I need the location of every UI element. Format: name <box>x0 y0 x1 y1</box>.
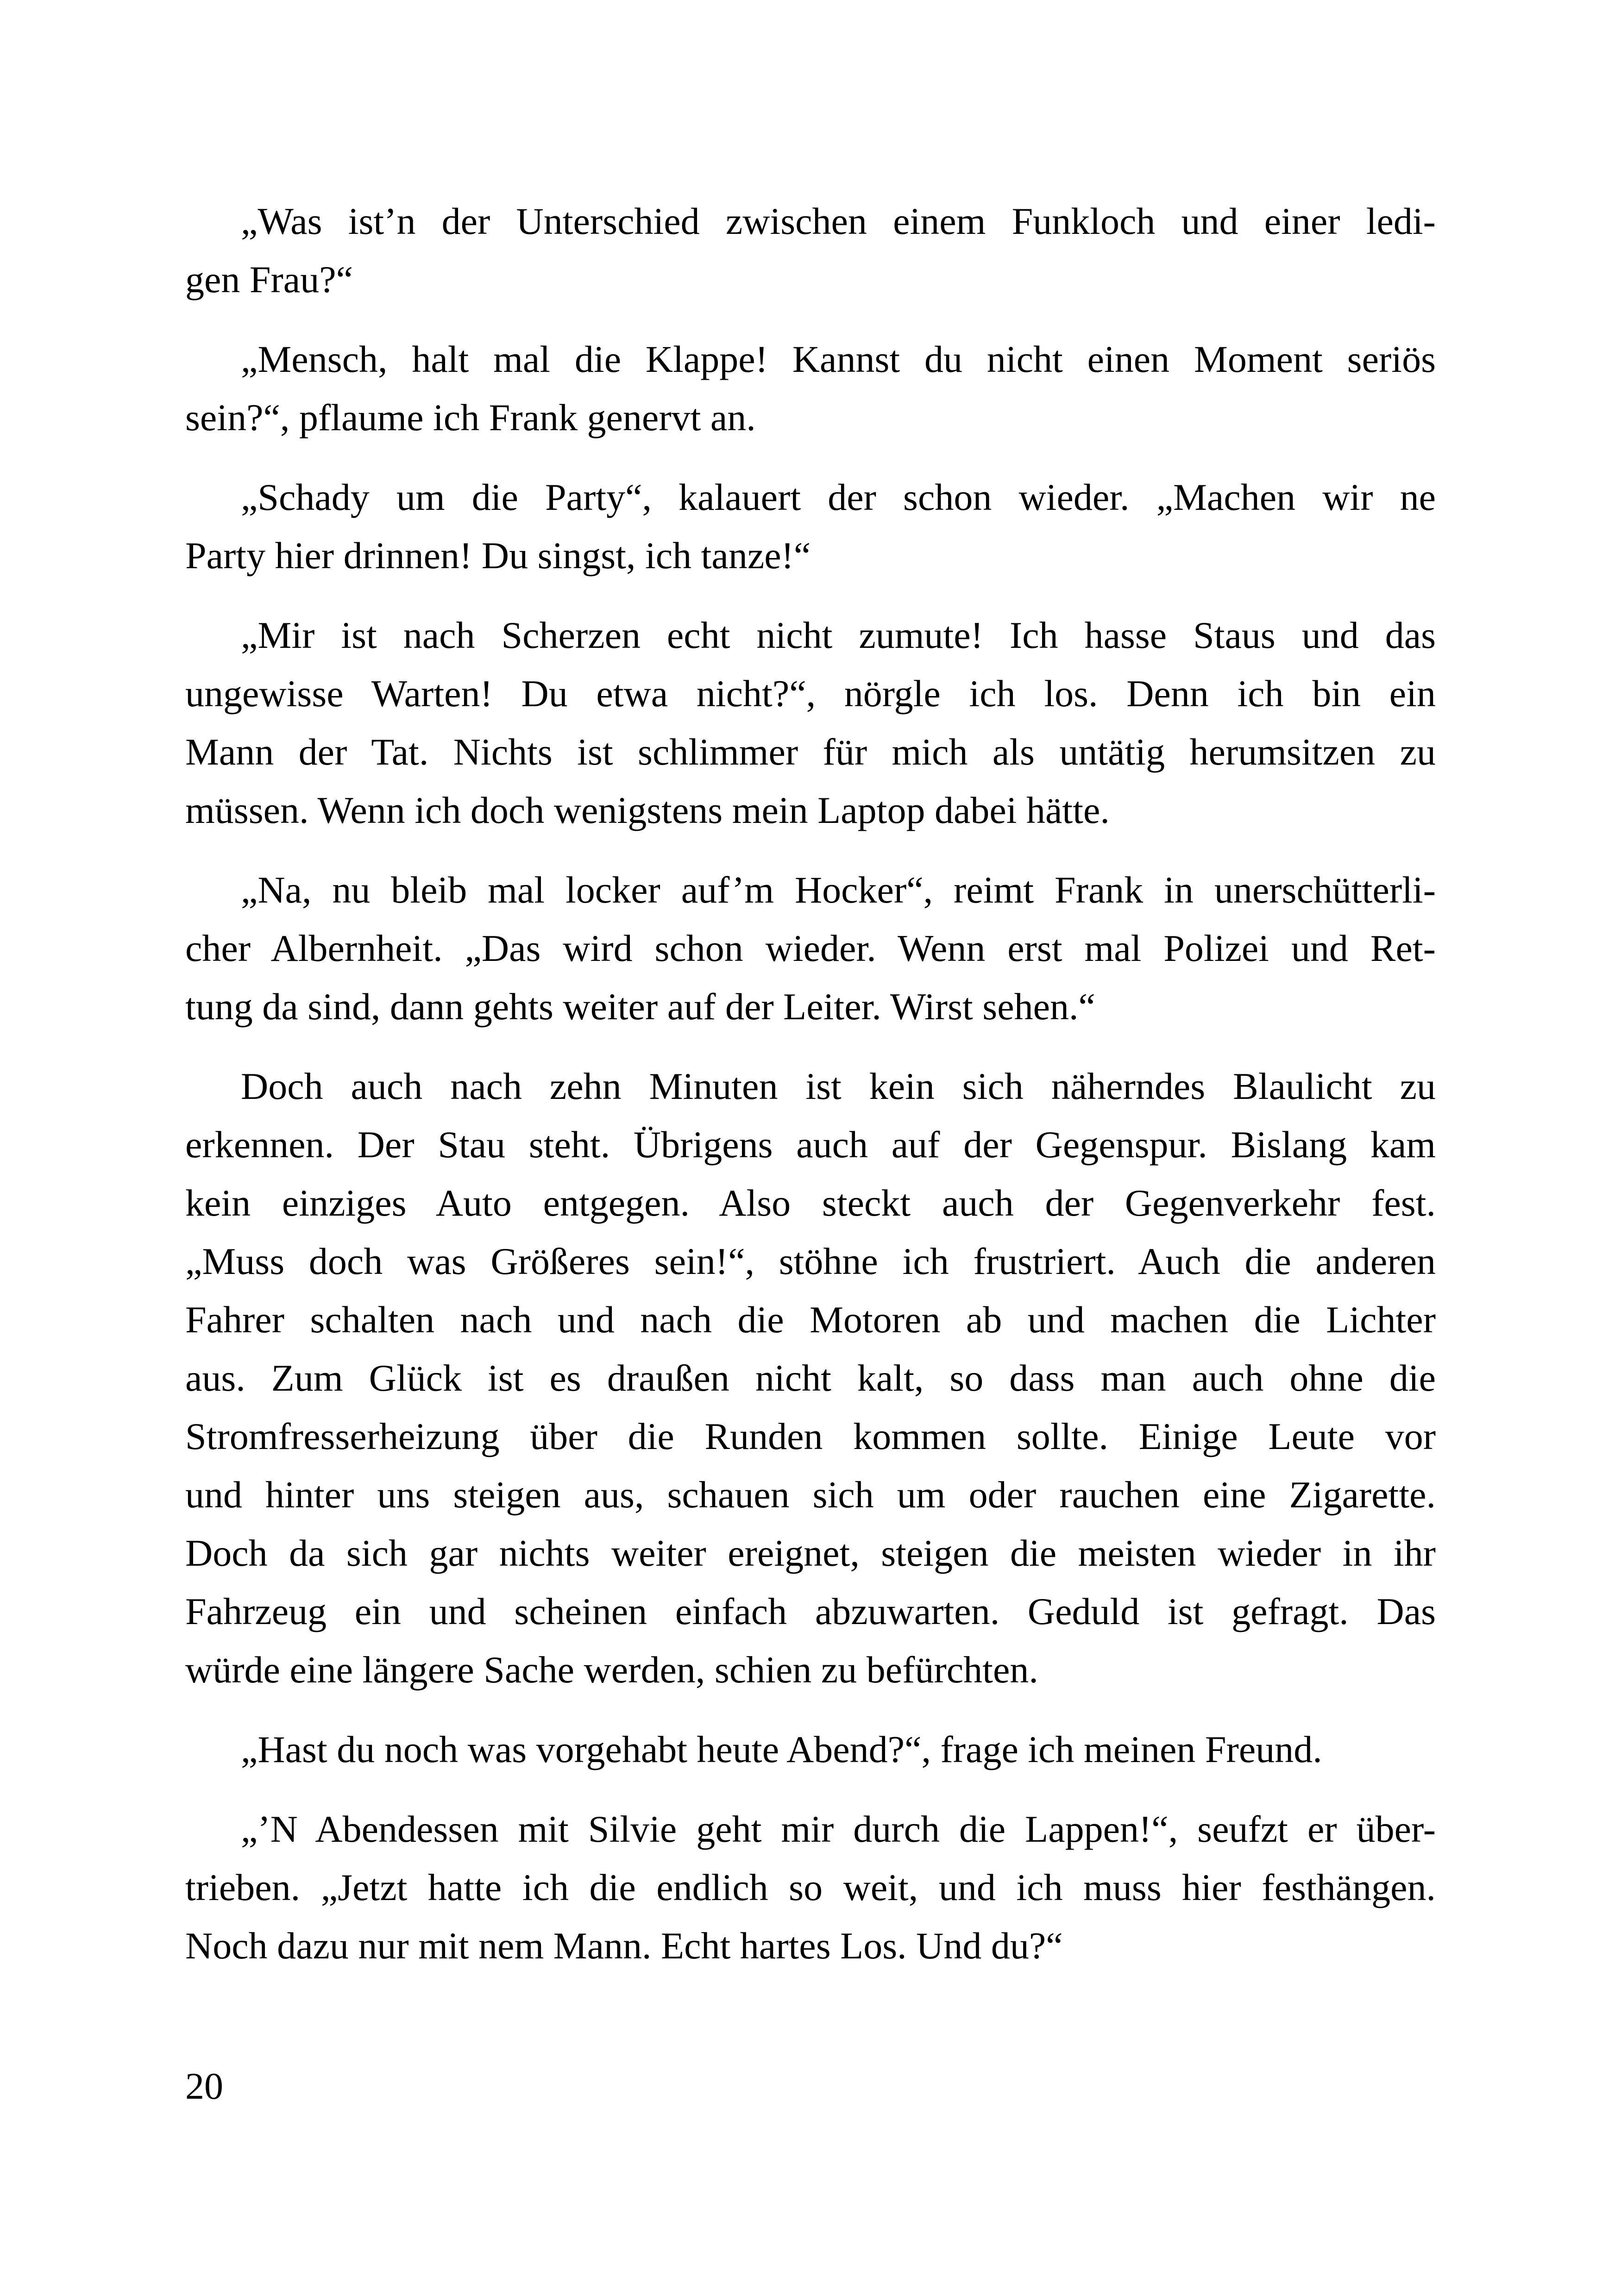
text-line: „Mensch, halt mal die Klappe! Kannst du nicht einen Moment seriös <box>241 338 1436 380</box>
text-line: „Schady um die Party“, kalauert der schon wieder. „Machen wir ne <box>241 476 1436 518</box>
text-line: Mann der Tat. Nichts ist schlimmer für mich als untätig herumsitzen zu <box>185 731 1436 773</box>
paragraph <box>185 468 1436 585</box>
text-line: „’N Abendessen mit Silvie geht mir durch die Lappen!“, seufzt er über- <box>241 1808 1436 1850</box>
page-number: 20 <box>185 2065 223 2107</box>
paragraph <box>185 330 1436 447</box>
text-line: Fahrzeug ein und scheinen einfach abzuwarten. Geduld ist gefragt. Das <box>185 1590 1436 1632</box>
text-line: Noch dazu nur mit nem Mann. Echt hartes Los. Und du?“ <box>185 1925 1063 1967</box>
text-line: kein einziges Auto entgegen. Also steckt auch der Gegenverkehr fest. <box>185 1182 1436 1224</box>
text-line: aus. Zum Glück ist es draußen nicht kalt, so dass man auch ohne die <box>185 1357 1436 1399</box>
text-line: müssen. Wenn ich doch wenigstens mein Laptop dabei hätte. <box>185 789 1110 831</box>
text-line: tung da sind, dann gehts weiter auf der Leiter. Wirst sehen.“ <box>185 985 1095 1028</box>
paragraph <box>185 1057 1436 1699</box>
text-line: sein?“, pflaume ich Frank genervt an. <box>185 396 756 439</box>
text-line: und hinter uns steigen aus, schauen sich um oder rauchen eine Zigarette. <box>185 1474 1436 1516</box>
text-line: Doch da sich gar nichts weiter ereignet, steigen die meisten wieder in ihr <box>185 1532 1436 1574</box>
text-line: würde eine längere Sache werden, schien zu befürchten. <box>185 1649 1038 1691</box>
text-line: Fahrer schalten nach und nach die Motoren ab und machen die Lichter <box>185 1299 1436 1341</box>
text-line: cher Albernheit. „Das wird schon wieder. Wenn erst mal Polizei und Ret- <box>185 927 1436 969</box>
text-line: gen Frau?“ <box>185 258 353 301</box>
paragraph <box>185 861 1436 1036</box>
text-line: Stromfresserheizung über die Runden kommen sollte. Einige Leute vor <box>185 1415 1436 1457</box>
text-line: „Muss doch was Größeres sein!“, stöhne ich frustriert. Auch die anderen <box>185 1240 1436 1282</box>
paragraph <box>185 606 1436 840</box>
text-line: „Mir ist nach Scherzen echt nicht zumute! Ich hasse Staus und das <box>241 614 1436 656</box>
text-line: Doch auch nach zehn Minuten ist kein sich näherndes Blaulicht zu <box>241 1065 1436 1107</box>
text-line: „Hast du noch was vorgehabt heute Abend?“, frage ich meinen Freund. <box>241 1728 1322 1770</box>
text-line: erkennen. Der Stau steht. Übrigens auch auf der Gegenspur. Bislang kam <box>185 1123 1436 1166</box>
paragraph <box>185 192 1436 309</box>
paragraph <box>185 1800 1436 1975</box>
text-line: „Na, nu bleib mal locker auf’m Hocker“, reimt Frank in unerschütterli- <box>241 869 1436 911</box>
text-line: trieben. „Jetzt hatte ich die endlich so weit, und ich muss hier festhängen. <box>185 1866 1436 1908</box>
body-text <box>185 192 1436 1996</box>
text-line: „Was ist’n der Unterschied zwischen einem Funkloch und einer ledi- <box>241 200 1436 242</box>
paragraph <box>185 1720 1436 1779</box>
text-line: ungewisse Warten! Du etwa nicht?“, nörgle ich los. Denn ich bin ein <box>185 672 1436 715</box>
text-line: Party hier drinnen! Du singst, ich tanze!“ <box>185 534 811 577</box>
